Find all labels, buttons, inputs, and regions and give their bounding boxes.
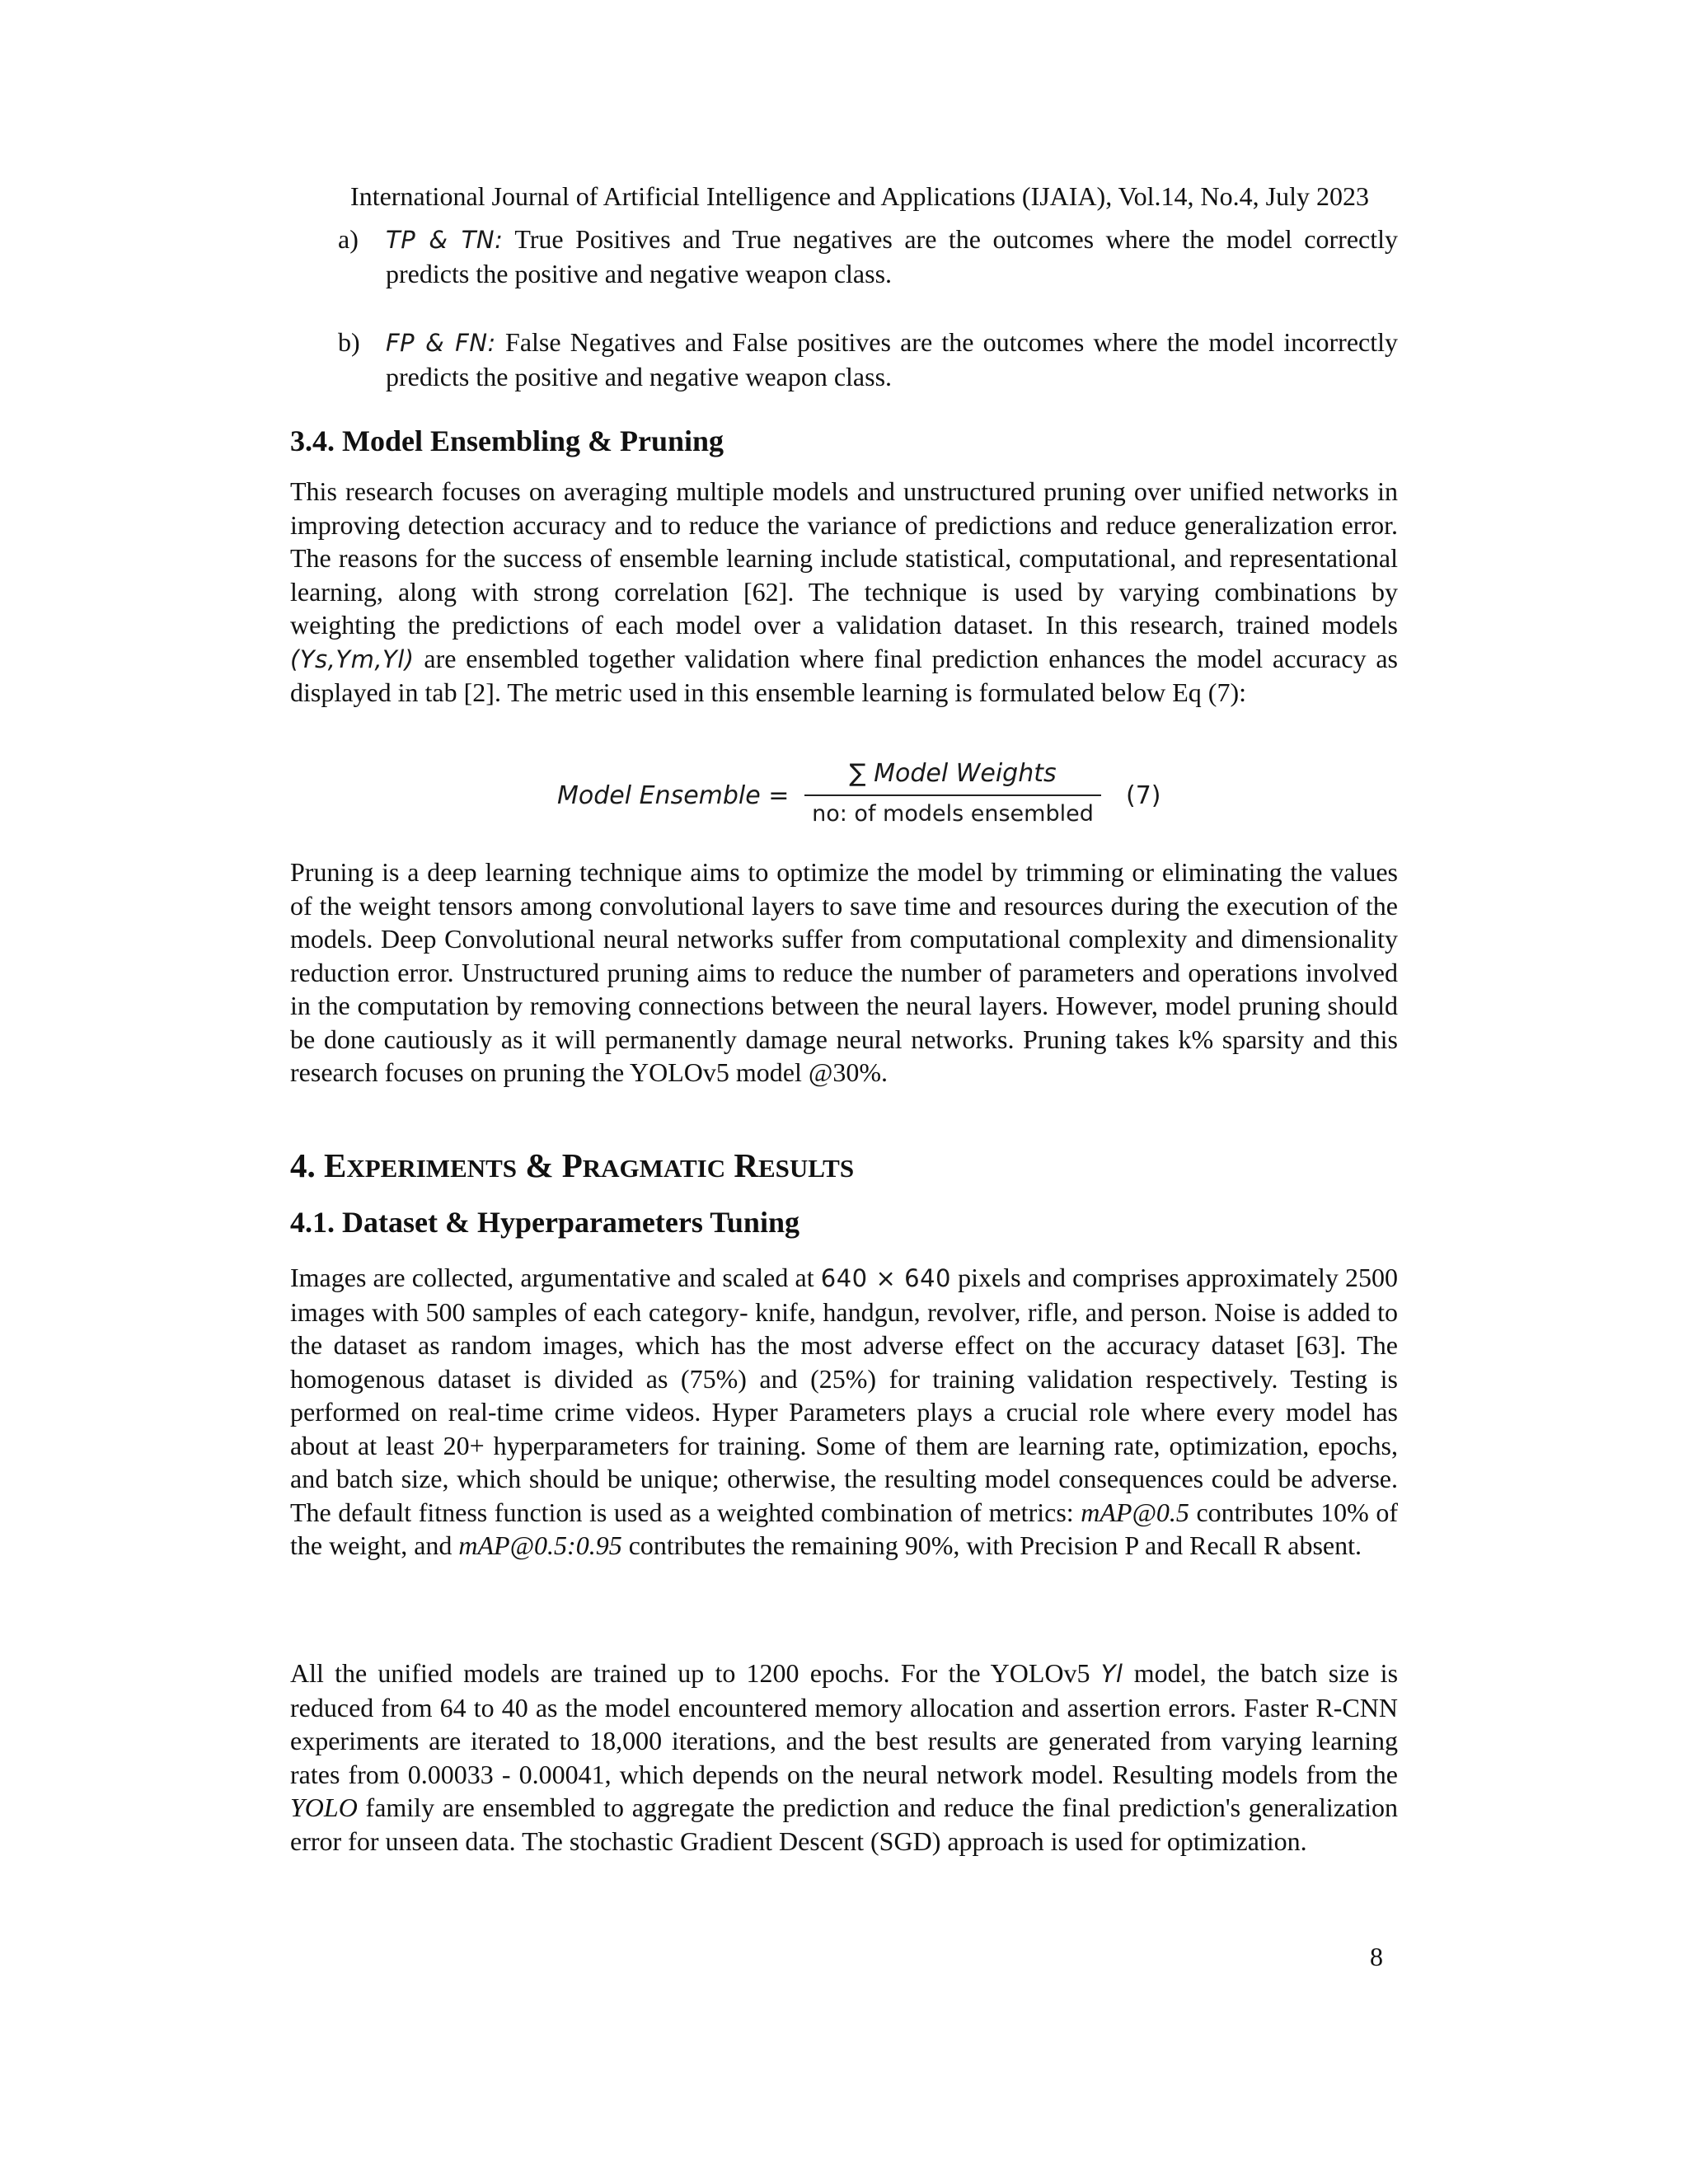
- heading-word: &: [525, 1146, 554, 1184]
- equation-fraction: [804, 755, 1101, 829]
- paragraph-pruning: Pruning is a deep learning technique aims to optimize the model by trimming or eliminating the values of the weight tensors among convolutional layers to save time and resources during the execution of the models. Deep Convolutional neural networks suffer from computational complexity and dimensionality reduction error. Unstructured pruning aims to reduce the number of parameters and operations involved in the computation by removing connections between the neural layers. However, model pruning should be done cautiously as it will permanently damage neural networks. Pruning takes k% sparsity and this research focuses on pruning the YOLOv5 model @30%.: [290, 857, 1398, 1087]
- yolo-term: YOLO: [290, 1793, 358, 1822]
- heading-3-4: 3.4. Model Ensembling & Pruning: [290, 424, 724, 457]
- term-fp-fn: FP & FN:: [386, 329, 496, 357]
- text-run: pixels and comprises approximately 2500 images with 500 samples of each category- knife, handgun, revolver, rifle, and person. Noise is added to the dataset as random images, which has the most adverse effect on the accuracy dataset [63]. The homogenous dataset is divided as (75%) and (25%) for training validation respectively. Testing is performed on real-time crime videos. Hyper Parameters plays a crucial role where every model has about at least 20+ hyperparameters for training. Some of them are learning rate, optimization, epochs, and batch size, which should be unique; otherwise, the resulting model consequences could be adverse. The default fitness function is used as a weighted combination of metrics:: [290, 1263, 1398, 1527]
- math-yl: Yl: [1100, 1660, 1123, 1688]
- text-run: contributes 10% of the weight, and: [290, 1497, 1399, 1560]
- math-models: (Ys,Ym,Yl): [290, 644, 415, 673]
- equation-7: [557, 755, 1184, 837]
- heading-4-1: 4.1. Dataset & Hyperparameters Tuning: [290, 1206, 799, 1239]
- text-run: This research focuses on averaging multiple models and unstructured pruning over unified networks in improving detection accuracy and to reduce the variance of predictions and reduce generalization error. The reasons for the success of ensemble learning include statistical, computational, and representational learning, along with strong correlation [62]. The technique is used by varying combinations by weighting the predictions of each model over a validation dataset. In this research, trained models: [290, 476, 1398, 640]
- list-item-a: [338, 223, 1398, 290]
- heading-word: RESULTS: [734, 1146, 855, 1184]
- list-item-text: True Positives and True negatives are the outcomes where the model correctly predicts the positive and negative weapon class.: [386, 224, 1398, 288]
- paragraph-dataset: [290, 1261, 1398, 1563]
- fraction-bar: [804, 794, 1101, 796]
- metric-map50-95: mAP@0.5:0.95: [458, 1530, 622, 1560]
- equation-numerator: ∑ Model Weights: [849, 759, 1057, 788]
- equation-number: (7): [1126, 781, 1161, 810]
- math-resolution: 640 × 640: [820, 1264, 951, 1292]
- paragraph-ensemble: [290, 475, 1398, 710]
- list-marker: b): [338, 327, 360, 357]
- text-run: Images are collected, argumentative and scaled at: [290, 1263, 814, 1292]
- heading-word: PRAGMATIC: [561, 1146, 726, 1184]
- text-run: model, the batch size is reduced from 64 to 40 as the model encountered memory allocation and assertion errors. Faster R-CNN experiments are iterated to 18,000 iterations, and the best results are generated from varying learning rates from 0.00033 - 0.00041, which depends on the neural network model. Resulting models from the: [290, 1658, 1399, 1789]
- text-run: contributes the remaining 90%, with Precision P and Recall R absent.: [628, 1530, 1362, 1560]
- page-number: 8: [1370, 1942, 1383, 1971]
- equation-denominator: no: of models ensembled: [812, 801, 1094, 827]
- list-item-body: [386, 326, 1398, 393]
- list-item-b: [338, 326, 1398, 393]
- term-tp-tn: TP & TN:: [386, 226, 504, 254]
- heading-word: EXPERIMENTS: [324, 1146, 518, 1184]
- equation-lhs: Model Ensemble =: [557, 781, 790, 810]
- list-item-text: False Negatives and False positives are the outcomes where the model incorrectly predicts the positive and negative weapon class.: [386, 327, 1399, 391]
- text-run: are ensembled together validation where final prediction enhances the model accuracy as displayed in tab [2]. The metric used in this ensemble learning is formulated below Eq (7):: [290, 643, 1399, 707]
- text-run: All the unified models are trained up to 1200 epochs. For the YOLOv5: [290, 1658, 1090, 1688]
- text-run: family are ensembled to aggregate the prediction and reduce the final prediction's generalization error for unseen data. The stochastic Gradient Descent (SGD) approach is used for optimization.: [290, 1793, 1399, 1856]
- paragraph-training: [290, 1657, 1398, 1858]
- metric-map50: mAP@0.5: [1081, 1497, 1189, 1527]
- running-header: International Journal of Artificial Intelligence and Applications (IJAIA), Vol.14, No.4, July 2023: [350, 181, 1369, 211]
- heading-4: [290, 1146, 854, 1185]
- heading-number: 4.: [290, 1146, 316, 1184]
- list-marker: a): [338, 224, 359, 254]
- list-item-body: [386, 223, 1398, 290]
